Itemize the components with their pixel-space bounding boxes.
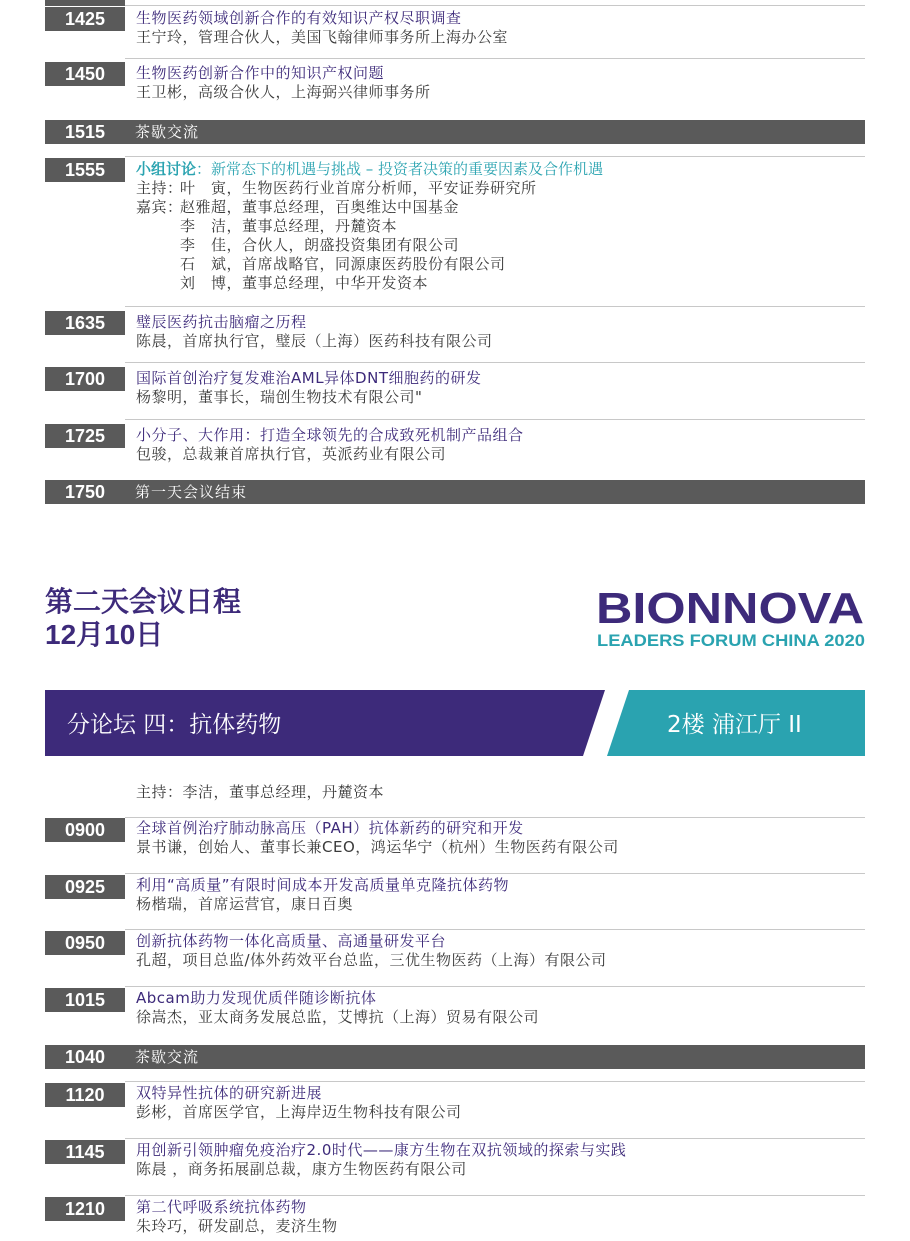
day2-date: 12月10日 [45,619,164,650]
row-divider [125,306,865,307]
session-title: Abcam助力发现优质伴随诊断抗体 [136,989,377,1007]
break-bar [125,1045,865,1069]
moderator-label: 主持： [136,179,183,197]
session-title: 第二代呼吸系统抗体药物 [136,1198,307,1216]
session-speaker: 陈晨 ，商务拓展副总裁，康方生物医药有限公司 [136,1160,467,1178]
row-divider [125,362,865,363]
session-speaker: 景书谦，创始人、董事长兼CEO，鸿运华宁（杭州）生物医药有限公司 [136,838,619,856]
session-time: 1145 [45,1140,125,1164]
session-title: 双特异性抗体的研究新进展 [136,1084,323,1102]
session-speaker: 孔超，项目总监/体外药效平台总监，三优生物医药（上海）有限公司 [136,951,607,969]
session-title: 国际首创治疗复发难治AML异体DNT细胞药的研发 [136,369,482,387]
session-speaker: 彭彬，首席医学官，上海岸迈生物科技有限公司 [136,1103,462,1121]
panel-guest: 李 佳，合伙人，朗盛投资集团有限公司 [180,236,460,254]
guest-label: 嘉宾： [136,198,183,216]
row-divider [125,873,865,874]
banner-forum: 分论坛 四：抗体药物 [67,712,282,738]
row-divider [125,1138,865,1139]
row-divider [125,58,865,59]
session-speaker: 陈晨，首席执行官，璧辰（上海）医药科技有限公司 [136,332,493,350]
panel-moderator-line [136,179,603,198]
panel-guest: 赵雅超，董事总经理，百奥维达中国基金 [180,198,460,216]
row-divider [125,817,865,818]
day2-title: 第二天会议日程 [45,586,242,617]
break-bar [125,120,865,144]
moderator: 叶 寅，生物医药行业首席分析师，平安证券研究所 [180,179,537,197]
session-speaker: 朱玲巧，研发副总，麦济生物 [136,1217,338,1235]
time-badge-fragment [45,0,125,6]
break-label: 茶歇交流 [135,123,200,141]
session-time: 1725 [45,424,125,448]
session-time: 1210 [45,1197,125,1221]
session-time: 0925 [45,875,125,899]
logo-brand: BIONNOVA [596,585,864,633]
day2-heading [45,585,241,651]
banner-room: 2楼 浦江厅 II [667,712,802,738]
break-label: 第一天会议结束 [135,483,248,501]
forum-banner [45,690,865,756]
row-divider [125,419,865,420]
session-time: 1635 [45,311,125,335]
session-speaker: 杨楷瑞，首席运营官，康日百奥 [136,895,354,913]
session-speaker: 杨黎明，董事长，瑞创生物技术有限公司" [136,388,423,406]
row-divider [125,156,865,157]
session-speaker: 王卫彬，高级合伙人，上海弼兴律师事务所 [136,83,431,101]
panel-guest: 刘 博，董事总经理，中华开发资本 [180,274,429,292]
session-time: 1515 [45,120,125,144]
row-divider [125,5,865,6]
panel-guest: 李 洁，董事总经理，丹麓资本 [180,217,398,235]
session-title: 璧辰医药抗击脑瘤之历程 [136,313,307,331]
row-divider [125,929,865,930]
session-title: 用创新引领肿瘤免疫治疗2.0时代——康方生物在双抗领域的探索与实践 [136,1141,627,1159]
panel-label: 小组讨论 [136,160,197,178]
session-title: 生物医药领域创新合作的有效知识产权尽职调查 [136,9,462,27]
session-speaker: 王宁玲，管理合伙人，美国飞翰律师事务所上海办公室 [136,28,509,46]
session-title: 小分子、大作用：打造全球领先的合成致死机制产品组合 [136,426,524,444]
panel-guest-line [136,198,603,217]
session-time: 1015 [45,988,125,1012]
bionnova-logo [596,585,866,651]
session-title: 全球首例治疗肺动脉高压（PAH）抗体新药的研究和开发 [136,819,524,837]
panel-guest: 石 斌，首席战略官，同源康医药股份有限公司 [180,255,506,273]
session-title: 生物医药创新合作中的知识产权问题 [136,64,385,82]
break-label: 茶歇交流 [135,1048,200,1066]
session-time: 1450 [45,62,125,86]
row-divider [125,986,865,987]
session-time: 0900 [45,818,125,842]
session-speaker: 包骏，总裁兼首席执行官，英派药业有限公司 [136,445,447,463]
panel-title [136,160,603,179]
session-time: 1120 [45,1083,125,1107]
session-time: 0950 [45,931,125,955]
row-divider [125,1081,865,1082]
row-divider [125,1195,865,1196]
session-time: 1425 [45,7,125,31]
break-bar [125,480,865,504]
session-time: 1040 [45,1045,125,1069]
session-speaker: 徐嵩杰，亚太商务发展总监，艾博抗（上海）贸易有限公司 [136,1008,540,1026]
session-time: 1700 [45,367,125,391]
session-title: 创新抗体药物一体化高质量、高通量研发平台 [136,932,447,950]
panel-topic: ：新常态下的机遇与挑战 – 投资者决策的重要因素及合作机遇 [196,160,604,178]
session-time: 1750 [45,480,125,504]
session-time: 1555 [45,158,125,182]
session-title: 利用“高质量”有限时间成本开发高质量单克隆抗体药物 [136,876,510,894]
logo-tagline: LEADERS FORUM CHINA 2020 [597,632,865,650]
day2-host: 主持：李洁，董事总经理，丹麓资本 [136,783,385,801]
